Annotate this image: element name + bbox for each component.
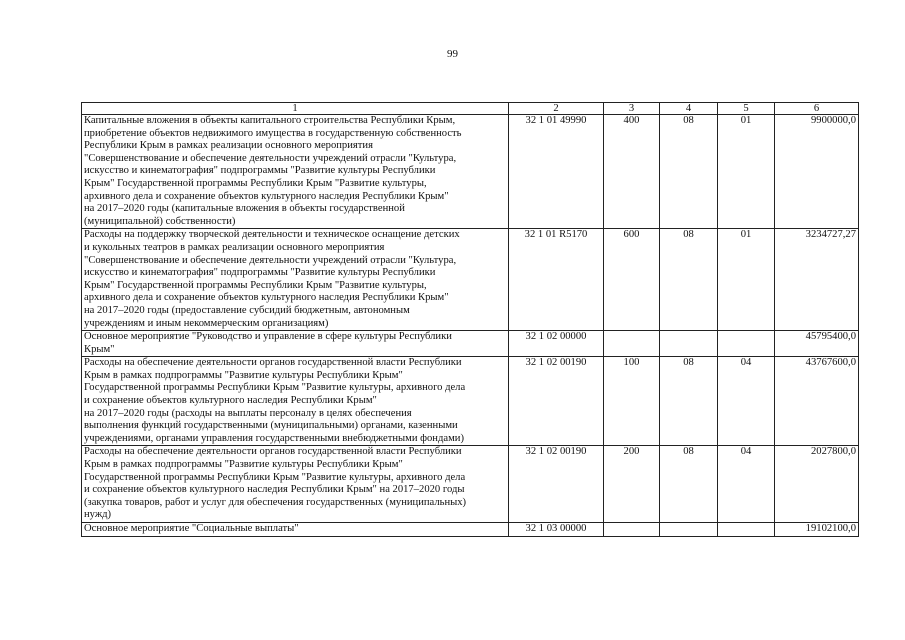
header-cell-4: 4 (660, 103, 718, 115)
description-line: искусство и кинематография" подпрограммы "Развитие культуры Республики (84, 267, 436, 279)
budget-table-body (82, 115, 859, 537)
description-line: Крым в рамках подпрограммы "Развитие культуры Республики Крым" (84, 459, 403, 471)
header-cell-6: 6 (775, 103, 859, 115)
row-amount: 3234727,27 (775, 229, 859, 331)
description-line: Расходы на обеспечение деятельности органов государственной власти Республики (84, 446, 462, 458)
description-line: искусство и кинематография" подпрограммы "Развитие культуры Республики (84, 165, 436, 177)
row-description (82, 523, 509, 537)
row-expense-type: 100 (604, 357, 660, 446)
table-header-row (82, 103, 859, 115)
description-line: "Совершенствование и обеспечение деятельности учреждений отрасли "Культура, (84, 152, 457, 164)
row-code: 32 1 02 00190 (509, 357, 604, 446)
description-line: Основное мероприятие "Социальные выплаты" (84, 523, 299, 534)
description-line: Крым" Государственной программы Республики Крым "Развитие культуры, (84, 279, 427, 291)
description-line: и кукольных театров в рамках реализации основного мероприятия (84, 241, 385, 253)
row-expense-type: 600 (604, 229, 660, 331)
table-row (82, 115, 859, 229)
row-subsection: 04 (718, 357, 775, 446)
row-section (660, 523, 718, 537)
description-line: (муниципальной) собственности) (84, 215, 236, 227)
description-line: (закупка товаров, работ и услуг для обеспечения государственных (муниципальных) (84, 496, 467, 508)
row-amount: 9900000,0 (775, 115, 859, 229)
description-line: и сохранение объектов культурного наследия Республики Крым" на 2017–2020 годы (84, 484, 465, 496)
row-subsection: 01 (718, 229, 775, 331)
table-row (82, 331, 859, 357)
description-line: нужд) (84, 509, 112, 521)
description-line: выполнения функций государственными (муниципальными) органами, казенными (84, 420, 458, 432)
table-row (82, 446, 859, 523)
row-expense-type: 200 (604, 446, 660, 523)
row-description (82, 357, 509, 446)
row-expense-type (604, 523, 660, 537)
header-cell-5: 5 (718, 103, 775, 115)
description-line: на 2017–2020 годы (расходы на выплаты персоналу в целях обеспечения (84, 407, 412, 419)
row-amount: 2027800,0 (775, 446, 859, 523)
description-line: Основное мероприятие "Руководство и управление в сфере культуры Республики (84, 331, 452, 343)
row-amount: 43767600,0 (775, 357, 859, 446)
description-line: учреждениям и иным некоммерческим организациям) (84, 317, 329, 329)
table-row (82, 523, 859, 537)
header-cell-3: 3 (604, 103, 660, 115)
description-line: архивного дела и сохранение объектов культурного наследия Республики Крым" (84, 292, 449, 304)
row-description (82, 115, 509, 229)
description-line: Республики Крым в рамках реализации основного мероприятия (84, 140, 373, 152)
page-number: 99 (447, 48, 458, 60)
row-section: 08 (660, 357, 718, 446)
description-line: Крым" Государственной программы Республики Крым "Развитие культуры, (84, 177, 427, 189)
description-line: на 2017–2020 годы (капитальные вложения в объекты государственной (84, 203, 405, 215)
description-line: Государственной программы Республики Крым "Развитие культуры, архивного дела (84, 382, 466, 394)
row-section: 08 (660, 229, 718, 331)
row-amount: 45795400,0 (775, 331, 859, 357)
description-line: Расходы на поддержку творческой деятельности и техническое оснащение детских (84, 229, 460, 241)
description-line: учреждениями, органами управления государственными внебюджетными фондами) (84, 432, 464, 444)
table-row (82, 229, 859, 331)
description-line: "Совершенствование и обеспечение деятельности учреждений отрасли "Культура, (84, 254, 457, 266)
description-line: приобретение объектов недвижимого имущества в государственную собственность (84, 127, 462, 139)
row-amount: 19102100,0 (775, 523, 859, 537)
budget-table (81, 102, 859, 537)
row-expense-type: 400 (604, 115, 660, 229)
row-code: 32 1 01 49990 (509, 115, 604, 229)
description-line: на 2017–2020 годы (предоставление субсидий бюджетным, автономным (84, 304, 410, 316)
row-section: 08 (660, 115, 718, 229)
description-line: Расходы на обеспечение деятельности органов государственной власти Республики (84, 357, 462, 369)
description-line: Государственной программы Республики Крым "Развитие культуры, архивного дела (84, 471, 466, 483)
description-line: и сохранение объектов культурного наследия Республики Крым" (84, 395, 377, 407)
row-subsection (718, 523, 775, 537)
row-code: 32 1 02 00190 (509, 446, 604, 523)
row-code: 32 1 03 00000 (509, 523, 604, 537)
row-subsection: 01 (718, 115, 775, 229)
row-description (82, 229, 509, 331)
row-subsection: 04 (718, 446, 775, 523)
row-section (660, 331, 718, 357)
header-cell-1: 1 (82, 103, 509, 115)
description-line: Крым в рамках подпрограммы "Развитие культуры Республики Крым" (84, 369, 403, 381)
row-code: 32 1 02 00000 (509, 331, 604, 357)
description-line: Крым" (84, 343, 115, 355)
description-line: архивного дела и сохранение объектов культурного наследия Республики Крым" (84, 190, 449, 202)
row-subsection (718, 331, 775, 357)
row-description (82, 331, 509, 357)
table-row (82, 357, 859, 446)
row-code: 32 1 01 R5170 (509, 229, 604, 331)
description-line: Капитальные вложения в объекты капитального строительства Республики Крым, (84, 115, 456, 126)
row-section: 08 (660, 446, 718, 523)
row-description (82, 446, 509, 523)
row-expense-type (604, 331, 660, 357)
header-cell-2: 2 (509, 103, 604, 115)
